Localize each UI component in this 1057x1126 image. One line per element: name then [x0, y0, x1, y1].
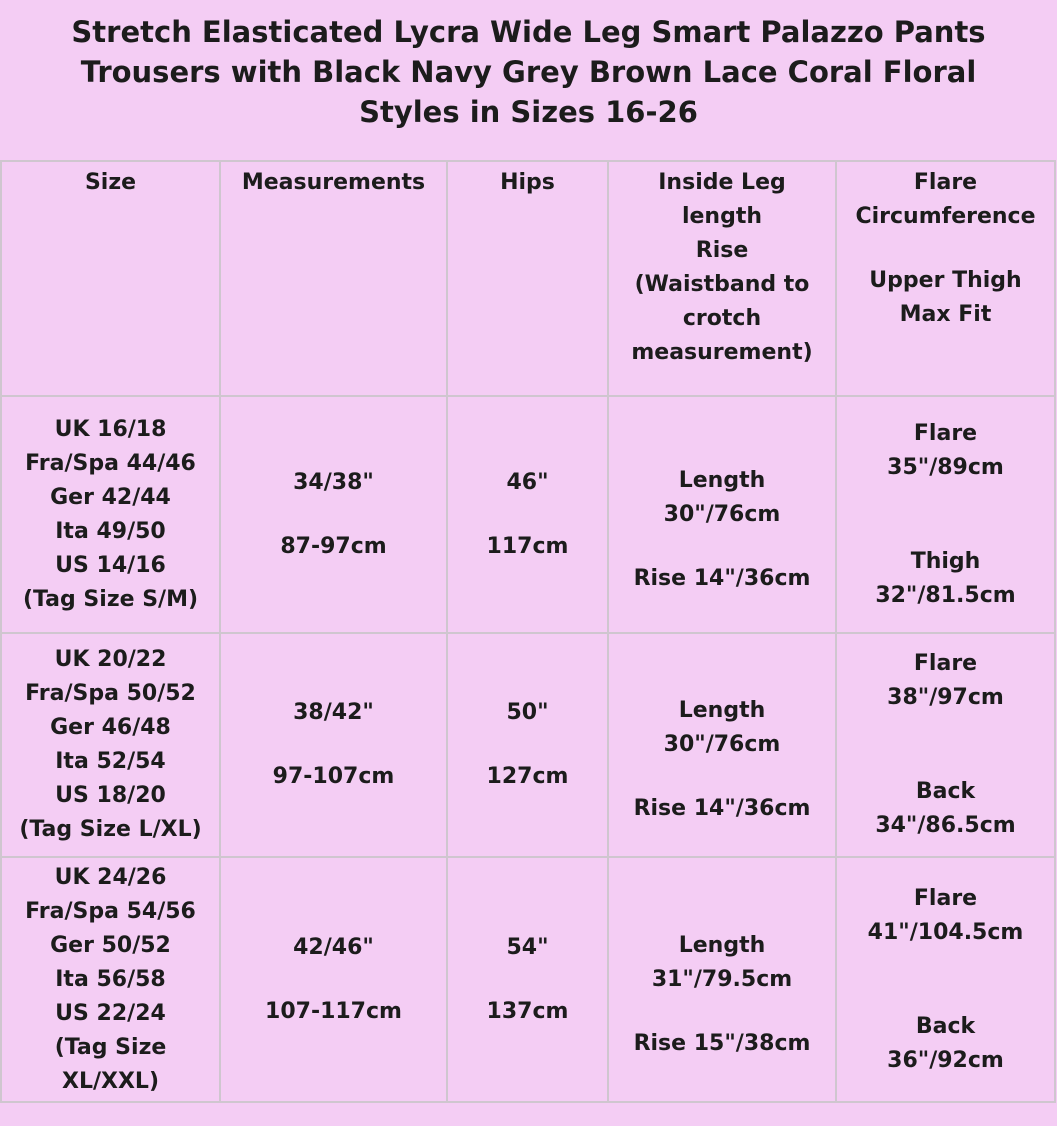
size-cell: UK 20/22 Fra/Spa 50/52 Ger 46/48 Ita 52/54 US 18/20 (Tag Size L/XL)	[1, 633, 220, 857]
measurements-cell: 34/38" 87-97cm	[220, 396, 447, 633]
size-chart-table	[0, 160, 1056, 1103]
title-line-1: Stretch Elasticated Lycra Wide Leg Smart Palazzo Pants	[71, 15, 986, 49]
title-line-3: Styles in Sizes 16-26	[359, 95, 698, 129]
table-row	[1, 857, 1055, 1102]
hips-cell: 50" 127cm	[447, 633, 608, 857]
title-line-2: Trousers with Black Navy Grey Brown Lace Coral Floral	[80, 55, 977, 89]
measurements-cell: 38/42" 97-107cm	[220, 633, 447, 857]
header-flare: Flare Circumference Upper Thigh Max Fit	[836, 161, 1055, 396]
flare-cell: Flare 38"/97cm Back 34"/86.5cm	[836, 633, 1055, 857]
inside-leg-cell: Length 30"/76cm Rise 14"/36cm	[608, 396, 836, 633]
header-hips: Hips	[447, 161, 608, 396]
flare-cell: Flare 41"/104.5cm Back 36"/92cm	[836, 857, 1055, 1102]
inside-leg-cell: Length 31"/79.5cm Rise 15"/38cm	[608, 857, 836, 1102]
table-row	[1, 633, 1055, 857]
header-row	[1, 161, 1055, 396]
size-cell: UK 24/26 Fra/Spa 54/56 Ger 50/52 Ita 56/58 US 22/24 (Tag Size XL/XXL)	[1, 857, 220, 1102]
header-measurements: Measurements	[220, 161, 447, 396]
inside-leg-cell: Length 30"/76cm Rise 14"/36cm	[608, 633, 836, 857]
page-title	[0, 12, 1057, 132]
header-inside-leg: Inside Leg length Rise (Waistband to crotch measurement)	[608, 161, 836, 396]
measurements-cell: 42/46" 107-117cm	[220, 857, 447, 1102]
hips-cell: 46" 117cm	[447, 396, 608, 633]
table-row	[1, 396, 1055, 633]
hips-cell: 54" 137cm	[447, 857, 608, 1102]
size-cell: UK 16/18 Fra/Spa 44/46 Ger 42/44 Ita 49/50 US 14/16 (Tag Size S/M)	[1, 396, 220, 633]
flare-cell: Flare 35"/89cm Thigh 32"/81.5cm	[836, 396, 1055, 633]
header-size: Size	[1, 161, 220, 396]
